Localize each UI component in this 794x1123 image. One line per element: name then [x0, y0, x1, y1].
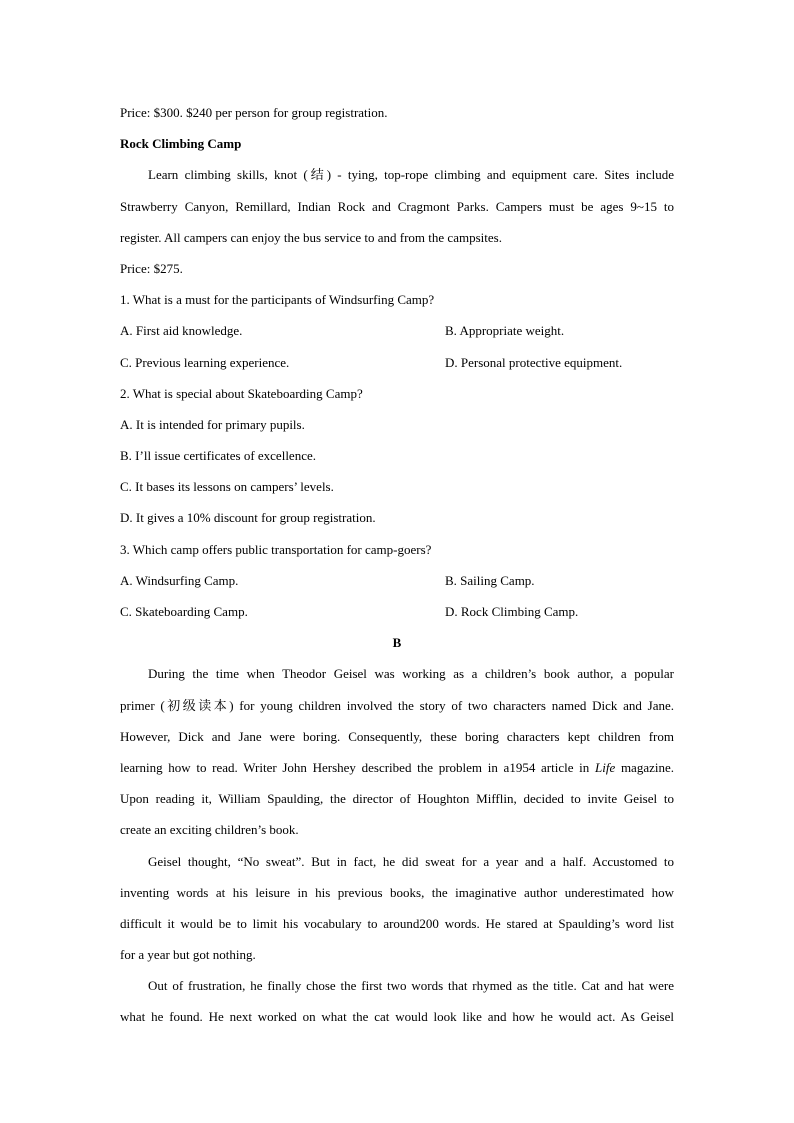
option-d: D. It gives a 10% discount for group registration. [120, 510, 376, 526]
paragraph-line: Geisel thought, “No sweat”. But in fact, he did sweat for a year and a half. Accustomed to [148, 853, 674, 869]
option-c: C. It bases its lessons on campers’ levels. [120, 479, 334, 495]
line-text: learning how to read. Writer John Hershey described the problem in a1954 article in [120, 759, 590, 775]
paragraph-line: primer (初级读本) for young children involved the story of two characters named Dick and Jane. [120, 697, 674, 713]
line-text: magazine. [620, 759, 674, 775]
option-d: D. Rock Climbing Camp. [445, 604, 579, 619]
option-row [120, 347, 674, 378]
option-a: A. First aid knowledge. [120, 323, 243, 339]
section-heading: Rock Climbing Camp [120, 136, 242, 152]
option-a: A. It is intended for primary pupils. [120, 416, 305, 432]
paragraph-line: However, Dick and Jane were boring. Consequently, these boring characters kept children from [120, 728, 674, 744]
paragraph-line [120, 752, 674, 783]
question-stem: 3. Which camp offers public transportation for camp-goers? [120, 541, 432, 557]
option-d: D. Personal protective equipment. [445, 354, 623, 370]
price-line: Price: $300. $240 per person for group registration. [120, 105, 388, 120]
option-a: A. Windsurfing Camp. [120, 572, 239, 588]
option-c: C. Skateboarding Camp. [120, 604, 248, 619]
paragraph-line: for a year but got nothing. [120, 947, 256, 963]
option-b: B. I’ll issue certificates of excellence. [120, 448, 316, 464]
paragraph-line: Learn climbing skills, knot (结) - tying, top-rope climbing and equipment care. Sites include [148, 167, 674, 183]
option-b: B. Sailing Camp. [445, 572, 535, 588]
paragraph-line: create an exciting children’s book. [120, 822, 299, 838]
paragraph-line: Strawberry Canyon, Remillard, Indian Rock and Cragmont Parks. Campers must be ages 9~15 to [120, 198, 674, 214]
section-label: B [392, 635, 402, 651]
option-c: C. Previous learning experience. [120, 354, 290, 370]
paragraph-line: register. All campers can enjoy the bus service to and from the campsites. [120, 229, 502, 245]
paragraph-line: difficult it would be to limit his vocabulary to around200 words. He stared at Spaulding’s word list [120, 915, 674, 931]
paragraph-line: inventing words at his leisure in his previous books, the imaginative author underestimated how [120, 884, 674, 900]
question-stem: 2. What is special about Skateboarding Camp? [120, 385, 363, 401]
option-row [120, 315, 674, 346]
paragraph-line: During the time when Theodor Geisel was working as a children’s book author, a popular [148, 666, 674, 682]
price-line: Price: $275. [120, 260, 183, 276]
document-page [120, 97, 674, 1033]
option-row [120, 596, 674, 627]
paragraph-line: Upon reading it, William Spaulding, the director of Houghton Mifflin, decided to invite Geisel to [120, 791, 674, 807]
option-b: B. Appropriate weight. [445, 323, 565, 339]
magazine-title: Life [595, 759, 616, 775]
paragraph-line: Out of frustration, he finally chose the first two words that rhymed as the title. Cat and hat were [148, 978, 674, 994]
option-row [120, 565, 674, 596]
paragraph-line: what he found. He next worked on what the cat would look like and how he would act. As Geisel [120, 1009, 674, 1025]
question-stem: 1. What is a must for the participants of Windsurfing Camp? [120, 292, 435, 308]
